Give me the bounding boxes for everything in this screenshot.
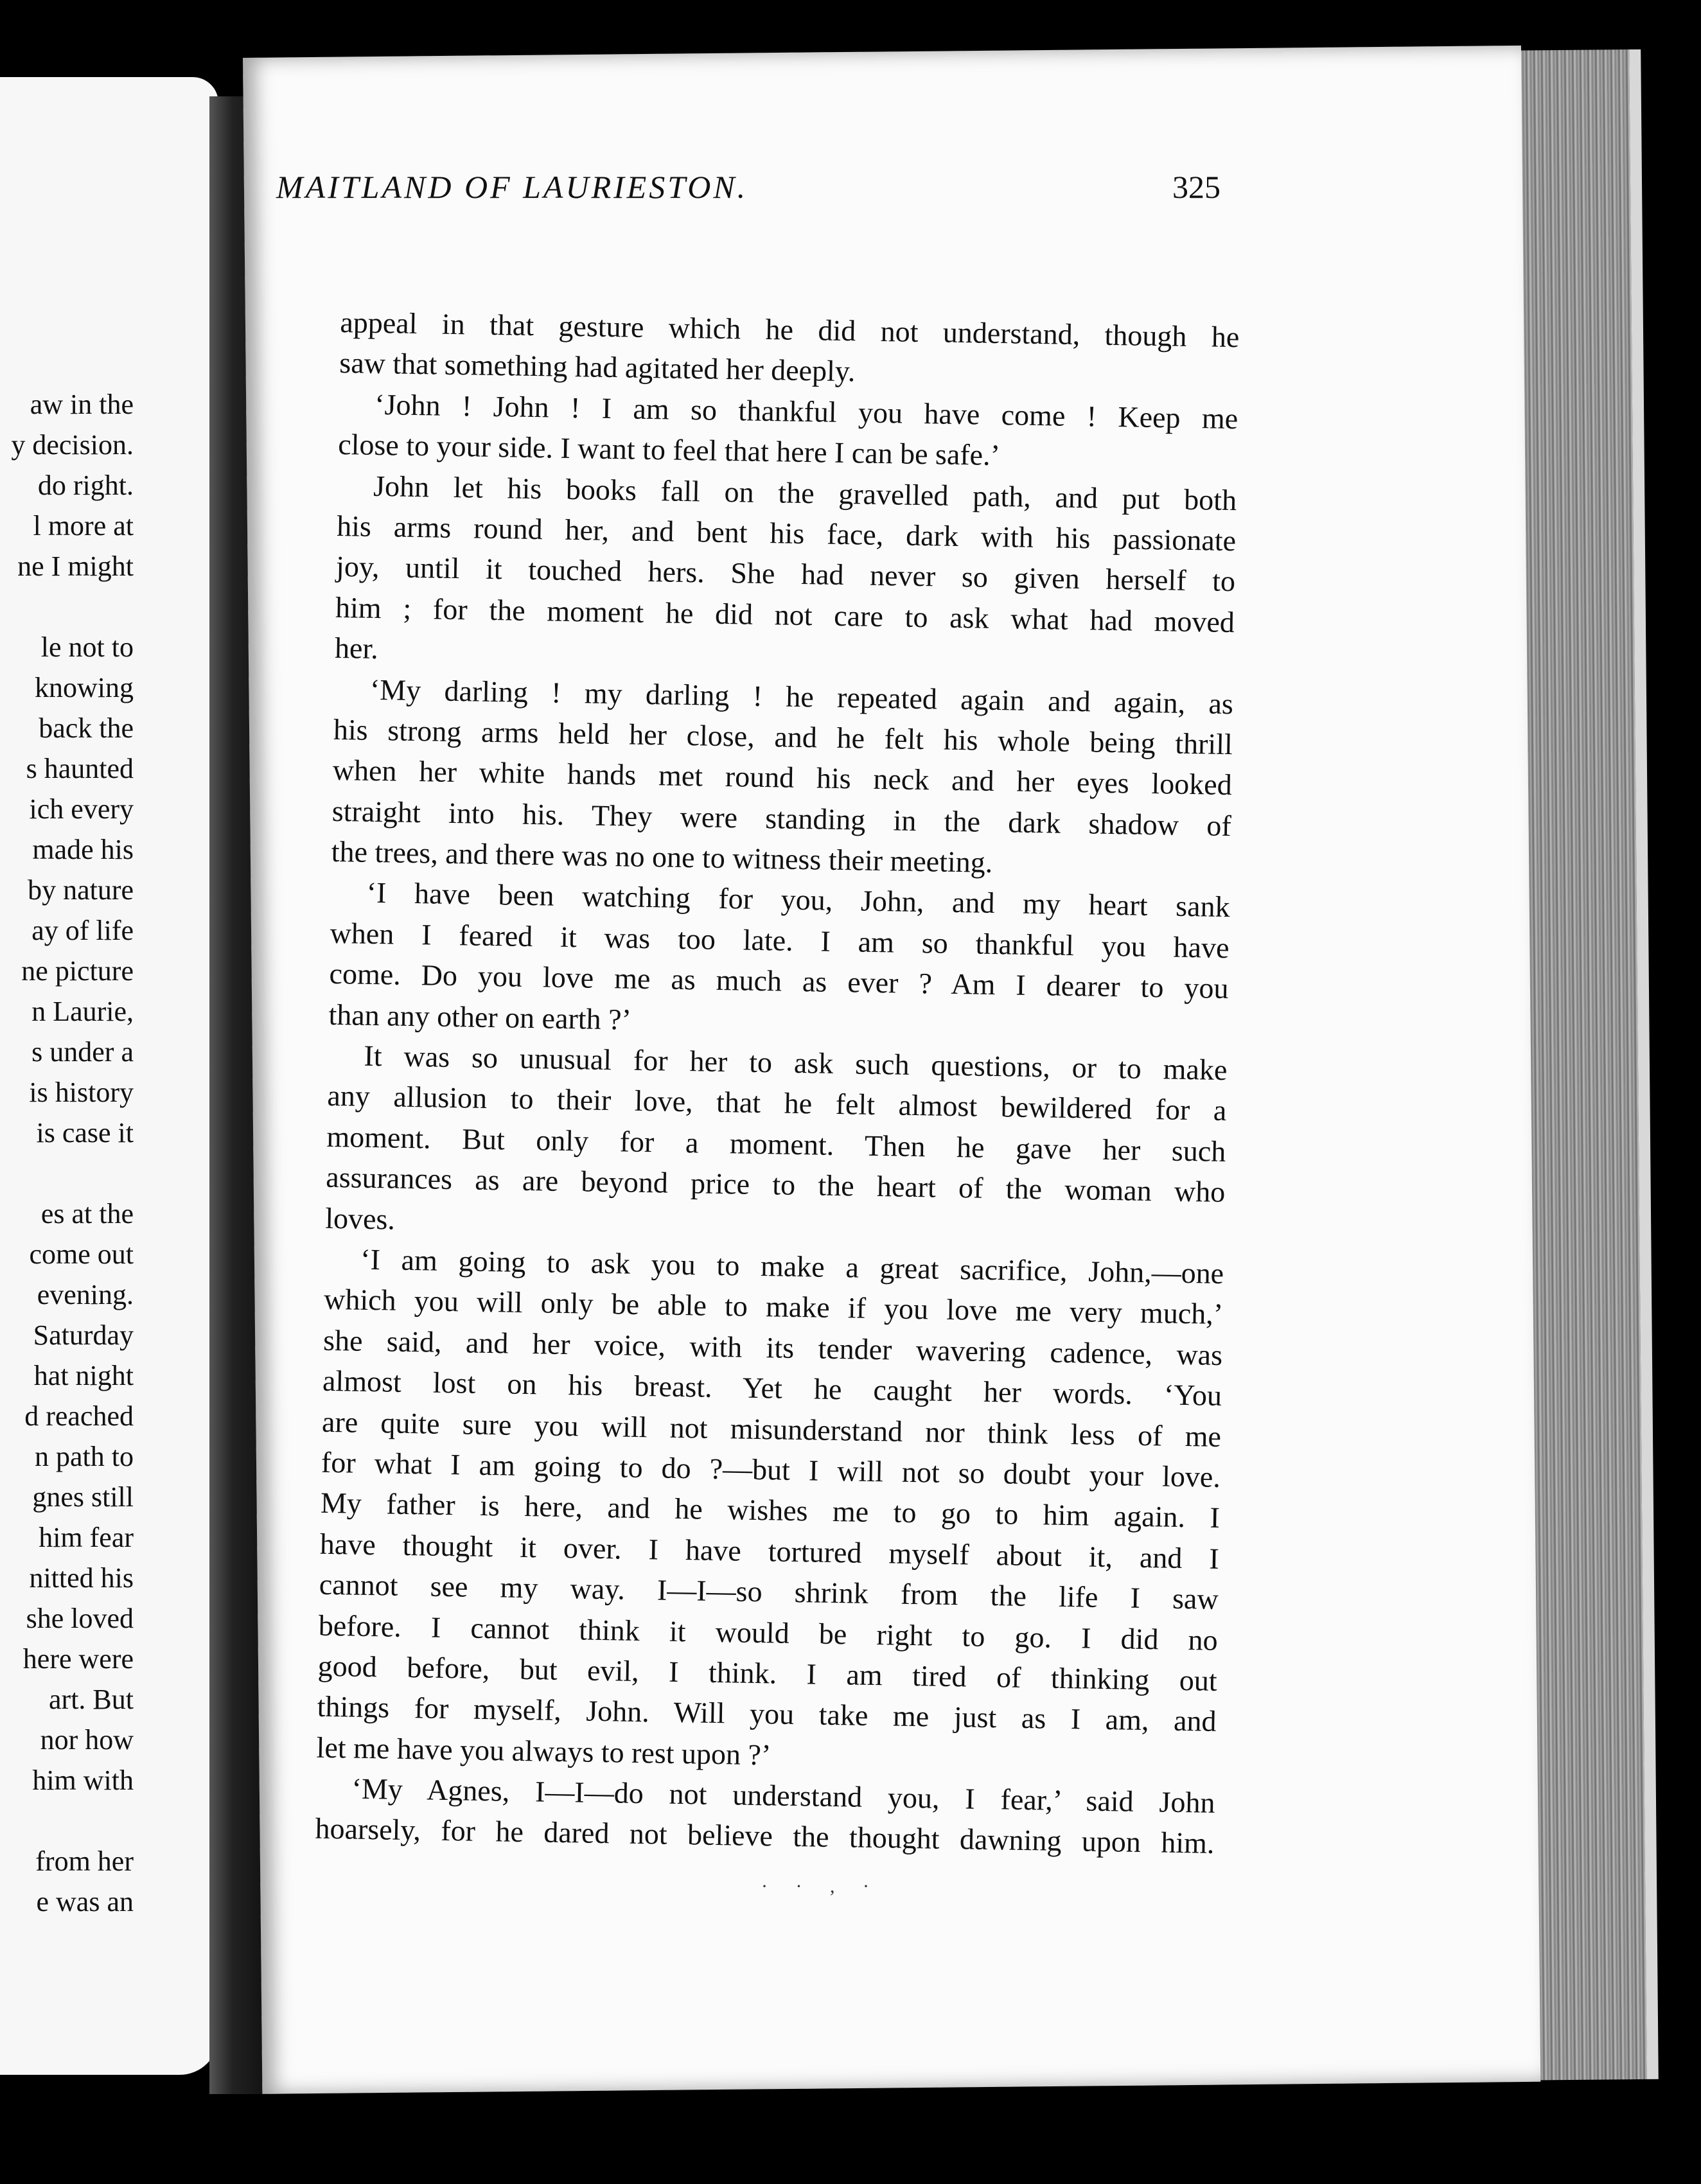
left-page-line: ay of life <box>31 915 134 946</box>
left-page-line: do right. <box>37 470 134 501</box>
text-line: straight into his. They were standing in the dark shadow of <box>331 794 1232 842</box>
text-line: have thought it over. I have tortured myself about it, and I <box>319 1527 1220 1575</box>
text-line: the trees, and there was no one to witness their meeting. <box>331 834 993 879</box>
left-page-line: es at the <box>40 1198 134 1229</box>
left-page-line: ich every <box>29 793 134 825</box>
body-text <box>315 302 1240 1864</box>
left-page <box>0 77 218 2075</box>
left-page-line: him with <box>32 1765 134 1796</box>
left-page-line: l more at <box>33 510 134 542</box>
left-page-line: hat night <box>33 1360 134 1391</box>
text-line: My father is here, and he wishes me to go to him again. I <box>320 1486 1221 1535</box>
left-page-line: back the <box>39 712 134 744</box>
left-page-line: nor how <box>40 1724 134 1756</box>
text-line: before. I cannot think it would be right to go. I did no <box>318 1608 1219 1657</box>
text-line: cannot see my way. I—I—so shrink from the life I saw <box>319 1567 1219 1616</box>
left-page-line: by nature <box>28 874 134 906</box>
running-head <box>276 168 1221 220</box>
text-line: his strong arms held her close, and he felt his whole being thrill <box>333 712 1233 761</box>
left-page-line: n path to <box>35 1441 134 1472</box>
text-line: saw that something had agitated her deeply. <box>339 346 856 388</box>
left-page-line <box>0 1153 134 1193</box>
left-page-line: d reached <box>24 1400 134 1432</box>
text-line: him ; for the moment he did not care to ask what had moved <box>335 590 1235 638</box>
left-page-line: come out <box>29 1238 134 1270</box>
text-line: good before, but evil, I think. I am tired of thinking out <box>317 1649 1218 1697</box>
left-page-line: s haunted <box>26 753 134 784</box>
running-title: MAITLAND OF LAURIESTON. <box>276 169 748 205</box>
footer-marks: · · , · <box>761 1876 881 1897</box>
text-line: for what I am going to do ?—but I will not so doubt your love. <box>321 1445 1221 1493</box>
left-page-line: ne I might <box>17 550 134 582</box>
left-page-line: evening. <box>37 1279 134 1310</box>
text-line: ‘My darling ! my darling ! he repeated again and again, as <box>369 673 1234 720</box>
text-line: are quite sure you will not misunderstand nor think less of me <box>321 1405 1222 1453</box>
text-line: joy, until it touched hers. She had never so given herself to <box>335 550 1236 598</box>
left-page-line <box>0 1801 134 1841</box>
left-page-line: y decision. <box>11 429 134 461</box>
left-page-line: s under a <box>31 1036 134 1068</box>
text-line: things for myself, John. Will you take me just as I am, and <box>317 1689 1217 1738</box>
text-line: moment. But only for a moment. Then he gave her such <box>326 1120 1226 1168</box>
text-line: when I feared it was too late. I am so thankful you have <box>330 916 1229 964</box>
left-page-line: made his <box>32 834 134 865</box>
left-page-line: Saturday <box>33 1319 134 1351</box>
left-page-line: nitted his <box>29 1562 134 1594</box>
text-line: close to your side. I want to feel that here I can be safe.’ <box>337 428 1001 472</box>
text-line: let me have you always to rest upon ?’ <box>316 1730 771 1772</box>
text-line: hoarsely, for he dared not believe the thought dawning upon him. <box>315 1812 1215 1860</box>
left-page-line: e was an <box>36 1886 134 1917</box>
left-page-line: ne picture <box>21 955 134 987</box>
left-page-text <box>0 384 134 1922</box>
left-page-line: from her <box>35 1845 134 1877</box>
text-line: assurances as are beyond price to the heart of the woman who <box>325 1161 1226 1209</box>
text-line: ‘My Agnes, I—I—do not understand you, I fear,’ said John <box>351 1772 1215 1819</box>
text-line: John let his books fall on the gravelled path, and put both <box>373 469 1237 516</box>
text-line: come. Do you love me as much as ever ? Am I dearer to you <box>329 957 1229 1005</box>
text-line: any allusion to their love, that he felt almost bewildered for a <box>327 1079 1227 1127</box>
text-line: ‘I am going to ask you to make a great sacrifice, John,—one <box>360 1242 1224 1290</box>
left-page-line: aw in the <box>30 389 134 420</box>
text-line: ‘I have been watching for you, John, and my heart sank <box>366 876 1230 924</box>
text-line: It was so unusual for her to ask such questions, or to make <box>364 1039 1228 1087</box>
left-page-line: she loved <box>26 1603 134 1634</box>
text-line: his arms round her, and bent his face, dark with his passionate <box>336 509 1237 558</box>
left-page-line: him fear <box>39 1522 134 1553</box>
left-page-line: n Laurie, <box>31 996 134 1027</box>
text-line: her. <box>334 631 379 665</box>
text-line: she said, and her voice, with its tender wavering cadence, was <box>322 1323 1223 1371</box>
left-page-line: is history <box>29 1077 134 1108</box>
text-line: than any other on earth ?’ <box>328 998 632 1036</box>
text-line: almost lost on his breast. Yet he caught her words. ‘You <box>322 1364 1222 1413</box>
page-number: 325 <box>1172 169 1221 205</box>
left-page-line: here were <box>22 1643 134 1675</box>
left-page-line: gnes still <box>32 1481 134 1513</box>
text-line: ‘John ! John ! I am so thankful you have come ! Keep me <box>374 387 1238 435</box>
text-line: when her white hands met round his neck and her eyes looked <box>332 753 1233 802</box>
text-line: which you will only be able to make if you love me very much,’ <box>323 1283 1224 1331</box>
text-line: appeal in that gesture which he did not understand, though he <box>340 305 1240 354</box>
left-page-line <box>0 586 134 627</box>
left-page-line: art. But <box>49 1684 134 1715</box>
left-page-line: le not to <box>40 631 134 663</box>
left-page-line: knowing <box>35 672 134 703</box>
text-line: loves. <box>324 1201 396 1236</box>
left-page-line: is case it <box>36 1117 134 1149</box>
